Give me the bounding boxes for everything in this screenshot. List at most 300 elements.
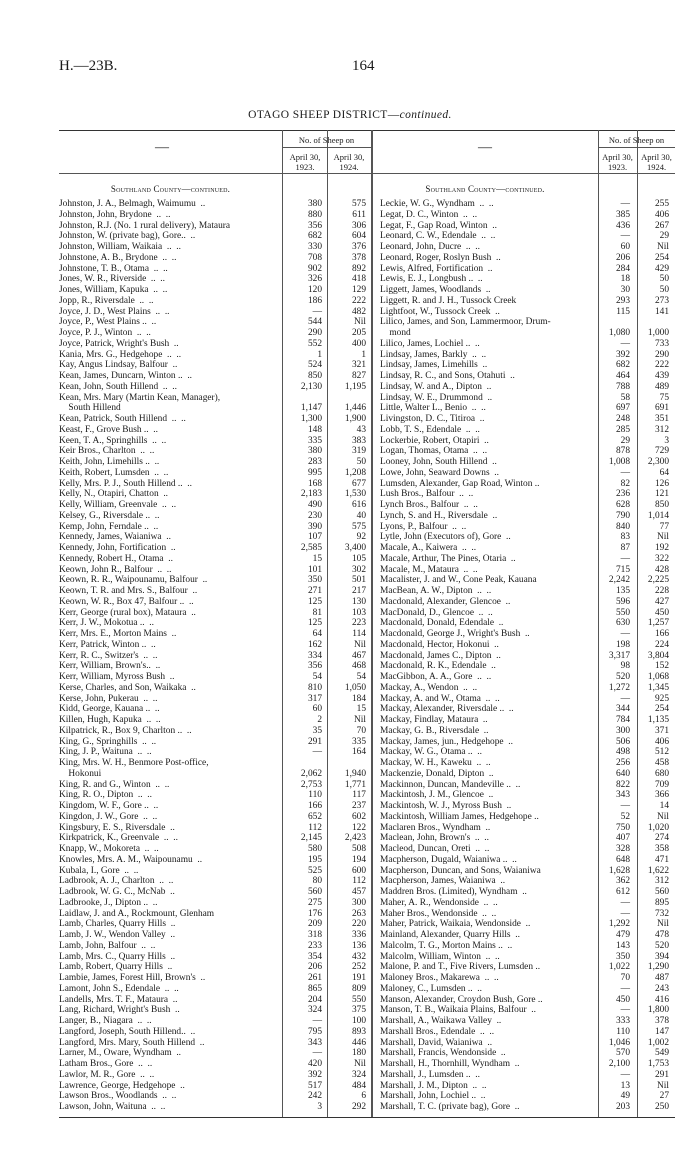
sheep-1923: 284 bbox=[615, 263, 630, 274]
sheep-1924: 471 bbox=[654, 854, 669, 865]
sheep-1924: 228 bbox=[654, 586, 669, 596]
owner-name: Maclaren Bros., Wyndham .. bbox=[380, 822, 491, 833]
table-row bbox=[380, 704, 673, 715]
table-row bbox=[59, 919, 370, 930]
owner-name: Kennedy, James, Waianiwa .. bbox=[59, 532, 171, 543]
sheep-1923: 810 bbox=[307, 682, 322, 693]
sheep-1923: 840 bbox=[615, 521, 630, 532]
sheep-1924: 290 bbox=[654, 349, 669, 360]
table-row bbox=[59, 898, 370, 909]
owner-name: King, G., Springhills .. .. bbox=[59, 736, 157, 747]
sheep-1923: 143 bbox=[615, 940, 630, 951]
owner-name: Joyce, P. J., Winton .. .. bbox=[59, 328, 151, 338]
table-row bbox=[59, 758, 370, 780]
sheep-1923: — bbox=[620, 467, 630, 478]
sheep-1924: 1,257 bbox=[647, 618, 669, 629]
table-row bbox=[380, 199, 673, 210]
table-top-rule bbox=[59, 130, 675, 131]
sheep-1923: 2,145 bbox=[300, 833, 322, 844]
table-row bbox=[59, 715, 370, 726]
sheep-1923: 186 bbox=[307, 295, 322, 306]
table-row bbox=[59, 479, 370, 490]
sheep-1924: 291 bbox=[654, 1069, 669, 1080]
owner-name: Marshall, John, Lochiel .. .. bbox=[380, 1091, 486, 1102]
owner-name: Kubala, I., Gore .. .. bbox=[59, 865, 139, 876]
sheep-1924: Nil bbox=[354, 715, 366, 725]
table-row bbox=[380, 371, 673, 382]
owner-name: MacDonald, D., Glencoe .. .. bbox=[380, 607, 493, 618]
table-row bbox=[59, 457, 370, 468]
table-row bbox=[380, 436, 673, 447]
sheep-1924: 237 bbox=[351, 801, 366, 811]
sheep-1924: 1,345 bbox=[647, 682, 669, 693]
sheep-1924: 220 bbox=[351, 919, 366, 930]
page-number: 164 bbox=[352, 58, 375, 74]
sheep-1923: 275 bbox=[307, 897, 322, 908]
sheep-1924: 43 bbox=[356, 424, 366, 435]
sheep-1924: 1,014 bbox=[647, 510, 669, 521]
owner-name: Jopp, R., Riversdale .. .. bbox=[59, 295, 154, 306]
table-row bbox=[380, 887, 673, 898]
sheep-1923: 356 bbox=[307, 220, 322, 231]
sheep-1923: 81 bbox=[312, 607, 322, 618]
sheep-1923: 560 bbox=[307, 887, 322, 897]
sheep-1924: Nil bbox=[657, 919, 669, 930]
sheep-1923: 392 bbox=[615, 349, 630, 360]
table-row bbox=[59, 436, 370, 447]
sheep-1923: 291 bbox=[307, 736, 322, 747]
sheep-1923: 101 bbox=[307, 564, 322, 575]
sheep-1924: 895 bbox=[654, 897, 669, 908]
sheep-1923: 112 bbox=[308, 822, 322, 833]
sheep-1923: 464 bbox=[615, 371, 630, 381]
table-row bbox=[59, 694, 370, 705]
owner-name: Malcolm, T. G., Morton Mains .. .. bbox=[380, 940, 513, 951]
sheep-1924: 1,290 bbox=[647, 962, 669, 973]
owner-name: Macdonald, Donald, Edendale .. bbox=[380, 618, 504, 629]
sheep-1923: 168 bbox=[307, 478, 322, 489]
sheep-1923: 318 bbox=[307, 930, 322, 940]
sheep-1924: Nil bbox=[354, 317, 366, 328]
sheep-1923: — bbox=[620, 199, 630, 209]
owner-name: Johnstone, T. B., Otama .. .. bbox=[59, 263, 168, 274]
sheep-1923: — bbox=[620, 1005, 630, 1016]
owner-name: Lockerbie, Robert, Otapiri .. bbox=[380, 435, 489, 446]
title-continued: continued. bbox=[399, 109, 452, 121]
table-row bbox=[59, 360, 370, 371]
sheep-1924: 191 bbox=[351, 973, 366, 983]
sheep-1924: 129 bbox=[351, 285, 366, 295]
table-row bbox=[380, 1048, 673, 1059]
sheep-1924: 1,068 bbox=[647, 672, 669, 682]
sheep-1923: 60 bbox=[312, 704, 322, 715]
owner-name: Mackay, G. B., Riversdale .. bbox=[380, 725, 489, 736]
sheep-1923: 750 bbox=[615, 822, 630, 833]
sheep-1923: — bbox=[620, 338, 630, 349]
table-row bbox=[59, 199, 370, 210]
sheep-1924: 1,622 bbox=[647, 865, 669, 876]
owner-name: Lynch Bros., Balfour .. .. bbox=[380, 500, 478, 510]
table-row bbox=[380, 468, 673, 479]
table-row bbox=[59, 1070, 370, 1081]
sheep-1924: 478 bbox=[654, 930, 669, 940]
sheep-1923: 350 bbox=[307, 575, 322, 586]
table-row bbox=[380, 350, 673, 361]
sheep-1924: 263 bbox=[351, 908, 366, 919]
sheep-1924: 194 bbox=[351, 854, 366, 865]
sheep-1924: 250 bbox=[654, 1102, 669, 1112]
table-row bbox=[59, 962, 370, 973]
sheep-1924: 729 bbox=[654, 446, 669, 457]
owner-name: King, R. O., Dipton .. .. bbox=[59, 790, 152, 801]
table-row bbox=[59, 1016, 370, 1027]
table-row bbox=[59, 597, 370, 608]
sheep-1923: 64 bbox=[312, 629, 322, 639]
sheep-1923: 640 bbox=[615, 768, 630, 779]
sheep-1924: 376 bbox=[351, 242, 366, 252]
owner-name: Mackay, W. H., Kaweku .. .. bbox=[380, 758, 491, 768]
sheep-1924: 600 bbox=[351, 865, 366, 876]
sheep-1924: 2,300 bbox=[647, 457, 669, 467]
owner-name: Maddren Bros. (Limited), Wyndham .. bbox=[380, 887, 527, 897]
owner-name: Little, Walter L., Benio .. .. bbox=[380, 403, 486, 414]
sheep-1924: 147 bbox=[654, 1026, 669, 1037]
sheep-1924: Nil bbox=[657, 1080, 669, 1091]
sheep-1923: 230 bbox=[307, 510, 322, 521]
sheep-1923: 343 bbox=[307, 1037, 322, 1048]
sheep-1924: 378 bbox=[654, 1016, 669, 1026]
sheep-1923: 2,100 bbox=[608, 1059, 630, 1069]
table-row bbox=[59, 253, 370, 264]
table-row bbox=[380, 694, 673, 705]
sheep-1923: 87 bbox=[620, 543, 630, 553]
owner-name: Johnston, John, Brydone .. .. bbox=[59, 209, 171, 220]
table-row bbox=[380, 296, 673, 307]
sheep-1923: 271 bbox=[307, 586, 322, 596]
sheep-1924: 575 bbox=[351, 521, 366, 532]
table-row bbox=[380, 769, 673, 780]
sheep-1923: 285 bbox=[615, 424, 630, 435]
table-row bbox=[59, 747, 370, 758]
owner-name: Liggett, James, Woodlands .. bbox=[380, 285, 491, 295]
sheep-1923: 865 bbox=[307, 983, 322, 994]
owner-name: Lamb, Mrs. C., Quarry Hills .. bbox=[59, 951, 176, 962]
owner-name: Latham Bros., Gore .. .. bbox=[59, 1059, 153, 1069]
table-row bbox=[380, 995, 673, 1006]
owner-name: Kennedy, John, Fortification .. bbox=[59, 543, 176, 553]
owner-name: Lawson, John, Waituna .. .. bbox=[59, 1102, 166, 1112]
sheep-1924: 105 bbox=[351, 553, 366, 564]
sheep-1923: 682 bbox=[307, 231, 322, 242]
sheep-1924: 180 bbox=[351, 1048, 366, 1059]
table-row bbox=[59, 1005, 370, 1016]
table-row bbox=[59, 952, 370, 963]
sheep-1923: 110 bbox=[616, 1026, 630, 1037]
left-header-dash: — bbox=[155, 140, 169, 155]
owner-name: Larner, M., Oware, Wyndham .. bbox=[59, 1048, 182, 1059]
sheep-1923: 570 bbox=[615, 1048, 630, 1059]
sheep-1924: 428 bbox=[654, 564, 669, 575]
table-row bbox=[59, 618, 370, 629]
sheep-1924: 892 bbox=[351, 263, 366, 274]
owner-name: Keir Bros., Charlton .. .. bbox=[59, 446, 155, 457]
table-row bbox=[380, 253, 673, 264]
sheep-1924: 243 bbox=[654, 983, 669, 994]
sheep-1923: 30 bbox=[620, 285, 630, 295]
sheep-1923: 2,753 bbox=[300, 779, 322, 790]
sheep-1923: 715 bbox=[615, 564, 630, 575]
sheep-1924: 254 bbox=[654, 704, 669, 715]
owner-name: Macale, A., Kaiwera .. .. bbox=[380, 543, 477, 553]
table-row bbox=[59, 285, 370, 296]
owner-name: Johnston, J. A., Belmagh, Waimumu .. bbox=[59, 199, 206, 209]
sheep-1923: 54 bbox=[312, 672, 322, 682]
sheep-1923: 120 bbox=[307, 285, 322, 295]
table-row bbox=[59, 446, 370, 457]
sheep-1924: 1,000 bbox=[647, 328, 669, 338]
owner-name: Joyce, P., West Plains .. .. bbox=[59, 317, 157, 328]
sheep-1923: 1,080 bbox=[608, 328, 630, 338]
sheep-1924: 312 bbox=[654, 424, 669, 435]
owner-name: Joyce, Patrick, Wright's Bush .. bbox=[59, 338, 179, 349]
table-row bbox=[59, 307, 370, 318]
table-row bbox=[380, 672, 673, 683]
sheep-1924: 324 bbox=[351, 1069, 366, 1080]
table-row bbox=[380, 919, 673, 930]
sheep-1923: 380 bbox=[307, 199, 322, 209]
sheep-1923: 498 bbox=[615, 747, 630, 758]
table-row bbox=[380, 930, 673, 941]
sheep-1923: 784 bbox=[615, 715, 630, 725]
table-row bbox=[59, 984, 370, 995]
owner-name: Killen, Hugh, Kapuka .. .. bbox=[59, 715, 161, 725]
owner-name: Mackay, A., Wendon .. .. bbox=[380, 682, 478, 693]
sheep-1923: 1,147 bbox=[300, 403, 322, 414]
table-row bbox=[59, 737, 370, 748]
sheep-1923: 2,183 bbox=[300, 489, 322, 500]
table-row bbox=[59, 661, 370, 672]
table-row bbox=[380, 941, 673, 952]
table-row bbox=[59, 823, 370, 834]
sheep-1924: 192 bbox=[654, 543, 669, 553]
sheep-1924: 1,771 bbox=[344, 779, 366, 790]
sheep-1923: 3,317 bbox=[608, 650, 630, 661]
table-row bbox=[59, 1048, 370, 1059]
owner-name: Macpherson, James, Waianiwa .. bbox=[380, 876, 506, 887]
sheep-1924: 336 bbox=[351, 930, 366, 940]
table-row bbox=[380, 790, 673, 801]
sheep-1923: — bbox=[312, 1048, 322, 1059]
owner-name: Kerse, John, Pukerau .. .. bbox=[59, 693, 158, 704]
owner-name: Mackintosh, William James, Hedgehope .. bbox=[380, 811, 539, 822]
sheep-1923: 350 bbox=[615, 951, 630, 962]
table-row bbox=[59, 726, 370, 737]
owner-name: Lyons, P., Balfour .. .. bbox=[380, 521, 467, 532]
sheep-1923: 52 bbox=[620, 811, 630, 822]
table-row bbox=[380, 425, 673, 436]
owner-name: Langford, Mrs. Mary, South Hillend .. bbox=[59, 1037, 205, 1048]
sheep-1923: 293 bbox=[615, 295, 630, 306]
table-row bbox=[380, 393, 673, 404]
owner-name: Leckie, W. G., Wyndham .. .. bbox=[380, 199, 494, 209]
owner-name: Maher, Patrick, Waikaia, Wendonside .. bbox=[380, 919, 531, 930]
sheep-1924: 184 bbox=[351, 693, 366, 704]
sheep-1923: 788 bbox=[615, 381, 630, 392]
right-group-header-rule bbox=[598, 147, 675, 148]
owner-name: Mackenzie, Donald, Dipton .. bbox=[380, 768, 494, 779]
owner-name: Mackay, A. and W., Otama .. .. bbox=[380, 693, 500, 704]
owner-name: Leonard, C. W., Edendale .. .. bbox=[380, 231, 496, 242]
table-row bbox=[380, 317, 673, 339]
sheep-1924: 3,400 bbox=[344, 543, 366, 553]
table-row bbox=[380, 876, 673, 887]
owner-name: Lang, Richard, Wright's Bush .. bbox=[59, 1005, 180, 1016]
sheep-1924: 1,900 bbox=[344, 414, 366, 424]
sheep-1924: 267 bbox=[654, 220, 669, 231]
owner-name: Mackintosh, J. M., Glencoe .. bbox=[380, 790, 494, 801]
sheep-1923: 330 bbox=[307, 242, 322, 252]
owner-name: Legat, D. C., Winton .. .. bbox=[380, 209, 478, 220]
sheep-1923: — bbox=[620, 231, 630, 242]
table-row bbox=[380, 1005, 673, 1016]
left-col-1923-header: April 30, 1923. bbox=[289, 152, 321, 172]
sheep-1924: 394 bbox=[654, 951, 669, 962]
sheep-1923: 697 bbox=[615, 403, 630, 414]
owner-name: Joyce, J. D., West Plains .. .. bbox=[59, 306, 170, 317]
sheep-1923: 326 bbox=[307, 274, 322, 285]
owner-name: Jones, William, Kapuka .. .. bbox=[59, 285, 168, 295]
sheep-1924: 575 bbox=[351, 199, 366, 209]
table-row bbox=[59, 328, 370, 339]
sheep-1924: 15 bbox=[356, 704, 366, 715]
sheep-1924: 152 bbox=[654, 661, 669, 672]
sheep-1923: 2 bbox=[317, 715, 322, 725]
sheep-1923: 58 bbox=[620, 392, 630, 403]
table-row bbox=[380, 532, 673, 543]
sheep-1924: 164 bbox=[351, 747, 366, 758]
sheep-1923: — bbox=[312, 306, 322, 317]
owner-name: Macale, M., Mataura .. .. bbox=[380, 564, 478, 575]
sheep-1923: 83 bbox=[620, 532, 630, 543]
owner-name: Mackintosh, W. J., Myross Bush .. bbox=[380, 801, 512, 811]
table-row bbox=[380, 500, 673, 511]
table-row bbox=[380, 780, 673, 791]
owner-name: Mainland, Alexander, Quarry Hills .. bbox=[380, 930, 520, 940]
sheep-1924: 29 bbox=[659, 231, 669, 242]
table-row bbox=[380, 414, 673, 425]
table-row bbox=[59, 973, 370, 984]
sheep-1923: 850 bbox=[307, 371, 322, 381]
table-row bbox=[380, 1027, 673, 1038]
owner-name: Lewis, Alfred, Fortification .. bbox=[380, 263, 493, 274]
sheep-1923: 125 bbox=[307, 596, 322, 607]
owner-name: Kerse, Charles, and Son, Waikaka .. bbox=[59, 682, 196, 693]
table-row bbox=[59, 995, 370, 1006]
owner-name: Lamb, Robert, Quarry Hills .. bbox=[59, 962, 173, 973]
owner-name: Keown, R. R., Waipounamu, Balfour .. bbox=[59, 575, 208, 586]
owner-name: Keith, Robert, Lumsden .. .. bbox=[59, 467, 169, 478]
table-row bbox=[380, 726, 673, 737]
sheep-1923: 261 bbox=[307, 973, 322, 983]
sheep-1924: 273 bbox=[654, 295, 669, 306]
sheep-1923: 2,585 bbox=[300, 543, 322, 553]
owner-name: Kerr, George (rural box), Mataura .. bbox=[59, 607, 196, 618]
sheep-1924: 468 bbox=[351, 661, 366, 672]
table-row bbox=[380, 661, 673, 672]
owner-name: Ladbrooke, J., Dipton .. .. bbox=[59, 897, 158, 908]
owner-name: Mackinnon, Duncan, Mandeville .. .. bbox=[380, 779, 521, 790]
sheep-1923: 206 bbox=[615, 252, 630, 263]
sheep-1923: 385 bbox=[615, 209, 630, 220]
owner-name: Lamb, John, Balfour .. .. bbox=[59, 940, 156, 951]
sheep-1924: 254 bbox=[654, 252, 669, 263]
owner-name: Marshall Bros., Edendale .. .. bbox=[380, 1026, 495, 1037]
table-row bbox=[59, 393, 370, 415]
sheep-1924: 306 bbox=[351, 220, 366, 231]
table-row bbox=[380, 1091, 673, 1102]
sheep-1924: 520 bbox=[654, 940, 669, 951]
sheep-1924: 351 bbox=[654, 414, 669, 424]
sheep-1923: 344 bbox=[615, 704, 630, 715]
sheep-1924: 223 bbox=[351, 618, 366, 629]
sheep-1923: 236 bbox=[615, 489, 630, 500]
sheep-1924: 611 bbox=[352, 209, 366, 220]
owner-name: Lightfoot, W., Tussock Creek .. bbox=[380, 306, 500, 317]
table-row bbox=[380, 307, 673, 318]
owner-name: Logan, Thomas, Otama .. .. bbox=[380, 446, 488, 457]
owner-name: King, R. and G., Winton .. .. bbox=[59, 779, 170, 790]
table-row bbox=[59, 1091, 370, 1102]
sheep-1923: 490 bbox=[307, 500, 322, 510]
sheep-1923: 3 bbox=[317, 1102, 322, 1112]
sheep-1924: 467 bbox=[351, 650, 366, 661]
table-row bbox=[380, 554, 673, 565]
owner-name: Kean, Patrick, South Hillend .. .. bbox=[59, 414, 186, 424]
sheep-1924: 482 bbox=[351, 306, 366, 317]
table-row bbox=[380, 479, 673, 490]
sheep-1923: — bbox=[620, 553, 630, 564]
sheep-1923: 596 bbox=[615, 596, 630, 607]
owner-name: Macpherson, Dugald, Waianiwa .. .. bbox=[380, 854, 517, 865]
sheep-1923: 790 bbox=[615, 510, 630, 521]
sheep-1923: 580 bbox=[307, 844, 322, 854]
owner-name: Macdonald, George J., Wright's Bush .. bbox=[380, 629, 530, 639]
sheep-1924: 709 bbox=[654, 779, 669, 790]
sheep-1924: 371 bbox=[654, 725, 669, 736]
sheep-1923: 206 bbox=[307, 962, 322, 973]
owner-name: Lawson Bros., Woodlands .. .. bbox=[59, 1091, 177, 1102]
table-row bbox=[380, 608, 673, 619]
owner-name: Kennedy, Robert H., Otama .. bbox=[59, 553, 173, 564]
owner-name: Johnston, R.J. (No. 1 rural delivery), Mataura bbox=[59, 220, 231, 231]
table-row bbox=[59, 575, 370, 586]
sheep-1923: 49 bbox=[620, 1091, 630, 1102]
table-row bbox=[59, 425, 370, 436]
table-row bbox=[59, 844, 370, 855]
table-row bbox=[380, 575, 673, 586]
owner-name: Kelly, Mrs. P. J., South Hillend .. .. bbox=[59, 478, 192, 489]
owner-name: Macalister, J. and W., Cone Peak, Kauana bbox=[380, 575, 537, 586]
sheep-1923: 648 bbox=[615, 854, 630, 865]
owner-name: Johnston, William, Waikaia .. .. bbox=[59, 242, 181, 252]
sheep-1923: 334 bbox=[307, 650, 322, 661]
table-row bbox=[380, 210, 673, 221]
owner-name: Lobb, T. S., Edendale .. .. bbox=[380, 424, 480, 435]
sheep-1923: 506 bbox=[615, 736, 630, 747]
table-row bbox=[59, 274, 370, 285]
sheep-1924: 1,135 bbox=[647, 715, 669, 725]
sheep-1923: 115 bbox=[616, 306, 630, 317]
